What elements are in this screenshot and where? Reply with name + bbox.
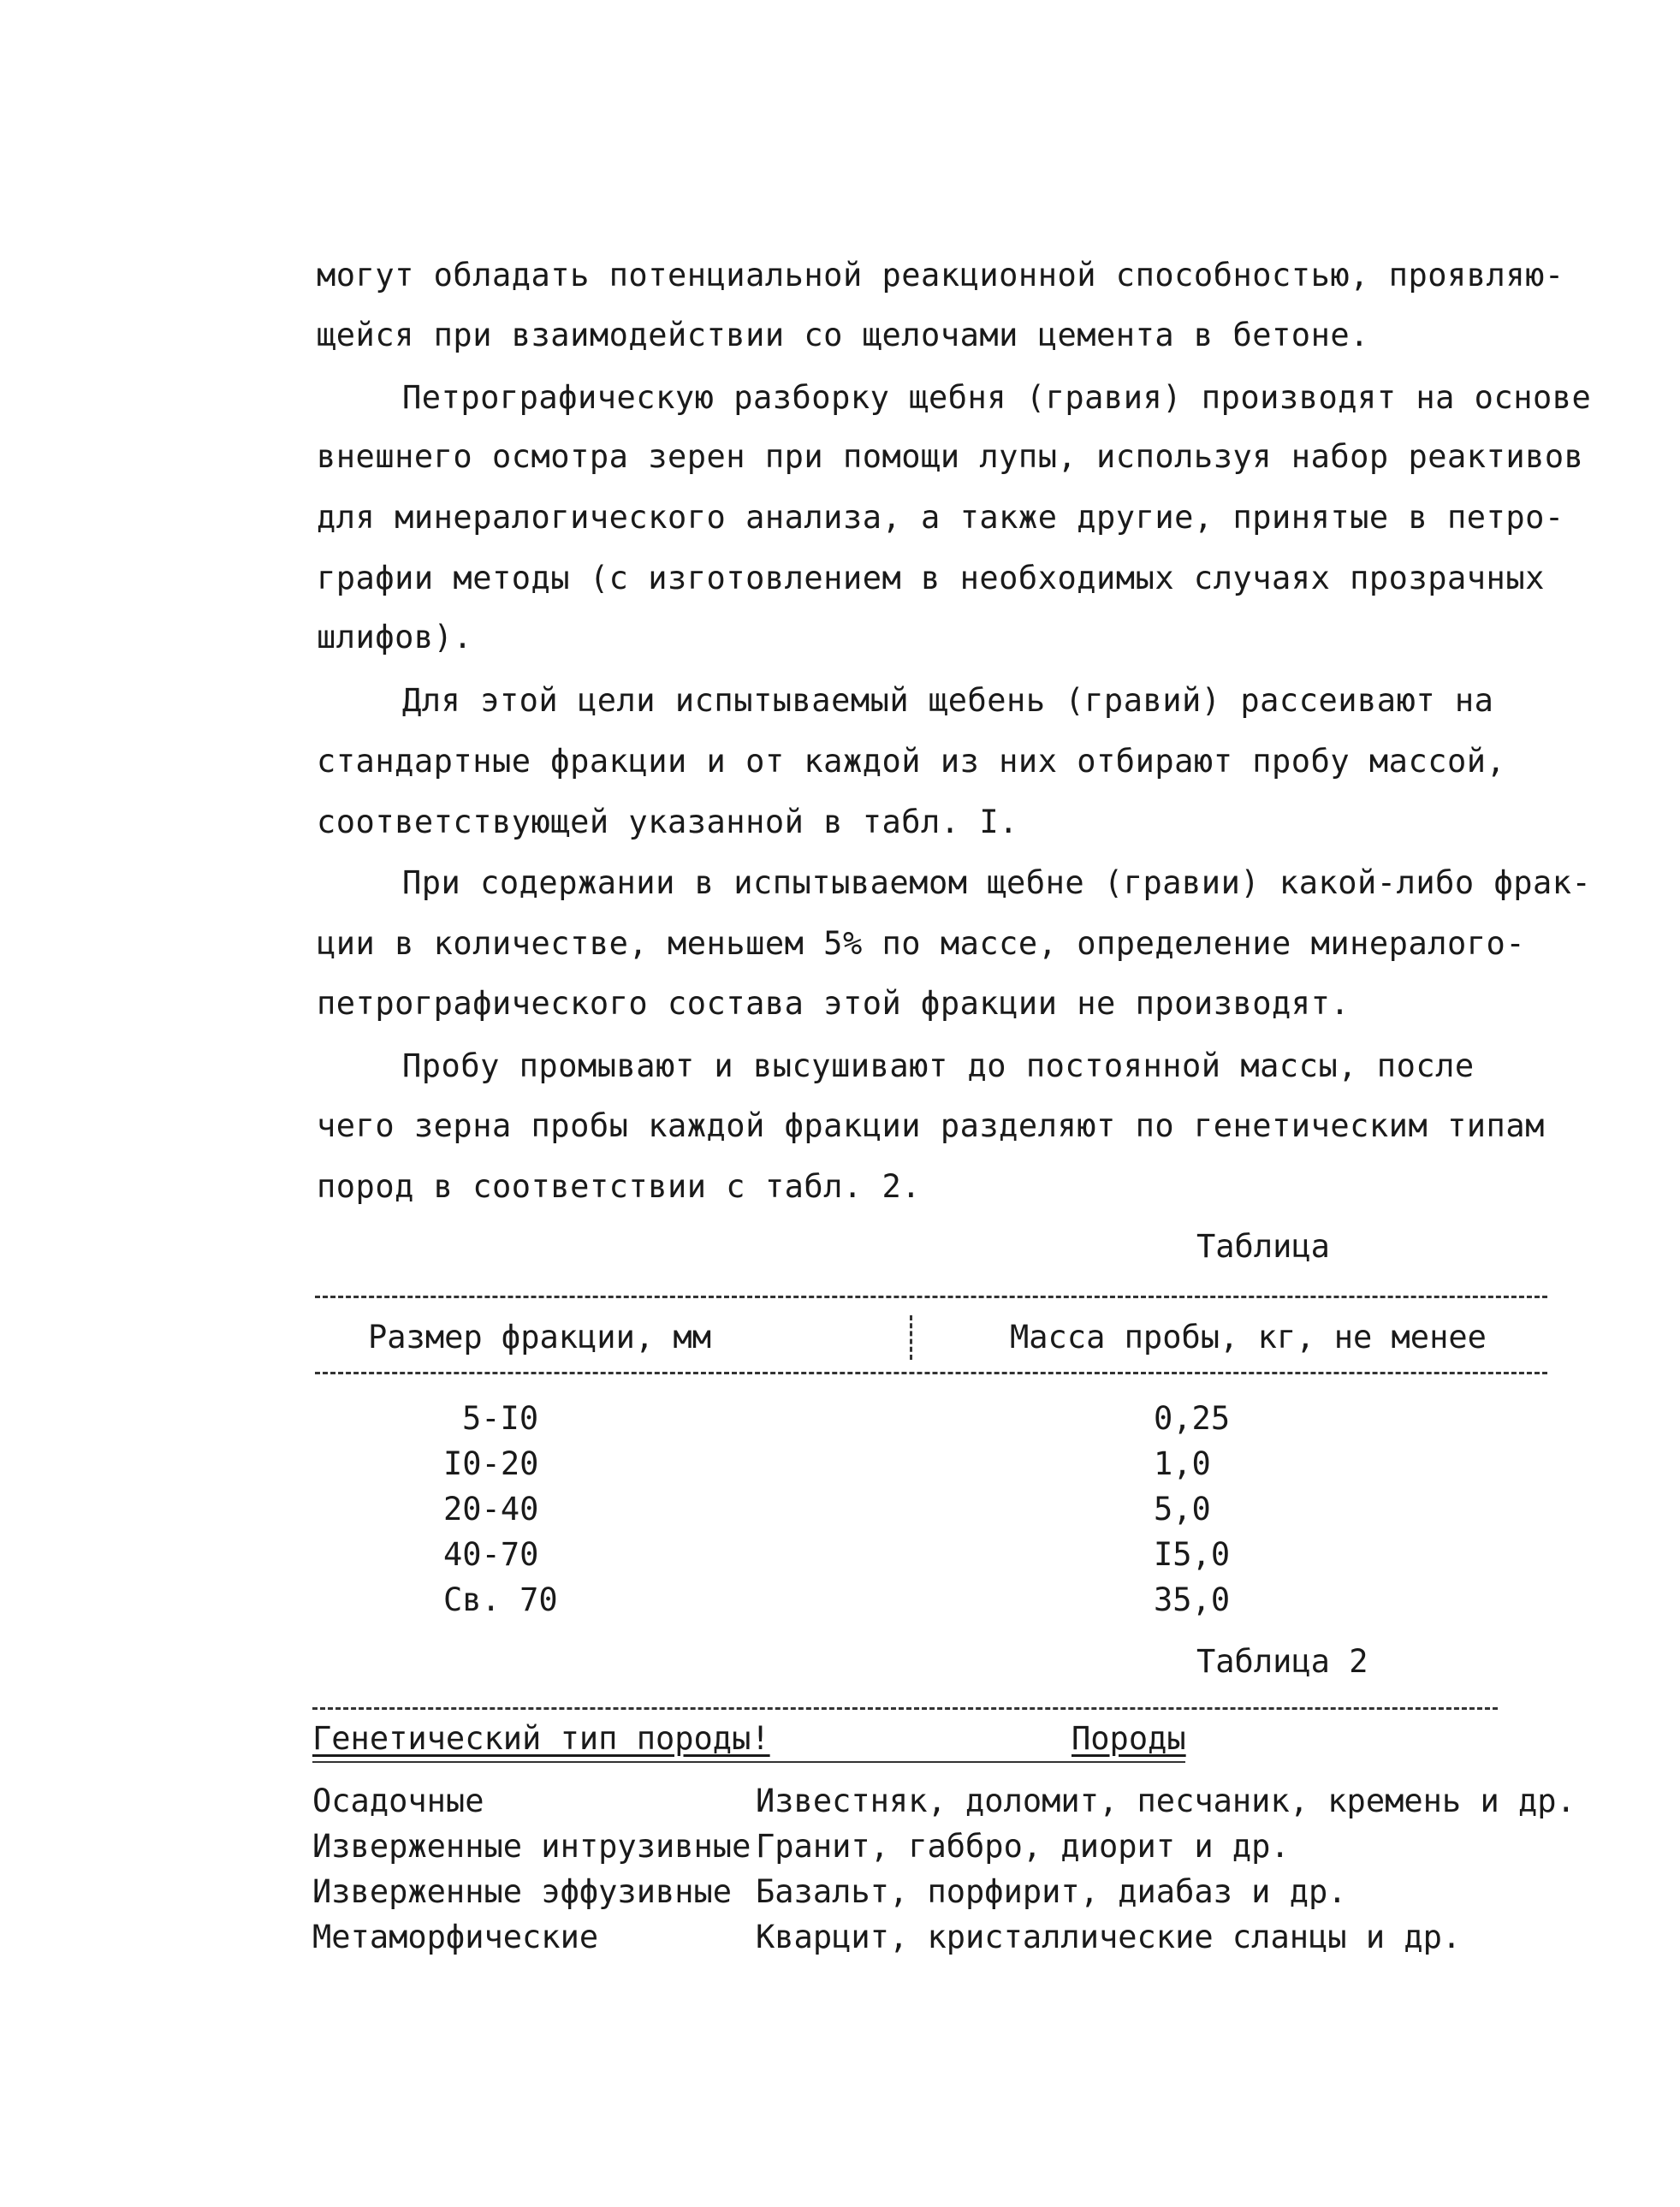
- text-line: внешнего осмотра зерен при помощи лупы, используя набор реактивов: [317, 438, 1584, 475]
- table2-caption: Таблица 2: [1196, 1643, 1368, 1680]
- text-line: для минералогического анализа, а также другие, принятые в петро-: [317, 499, 1564, 536]
- table2-cell-type: Метаморфические: [312, 1919, 599, 1955]
- table1-cell-size: I0-20: [443, 1445, 539, 1482]
- table2-cell-type: Изверженные интрузивные: [312, 1828, 751, 1865]
- table2-header-rocks: Породы: [1072, 1720, 1186, 1757]
- table1-header-rule: [315, 1372, 1547, 1374]
- table2-header-type: Генетический тип породы!: [312, 1720, 770, 1757]
- table2-cell-rocks: Известняк, доломит, песчаник, кремень и др.: [756, 1783, 1576, 1819]
- table1-header-mass: Масса пробы, кг, не менее: [1010, 1319, 1487, 1356]
- table1-cell-size: 40-70: [443, 1536, 539, 1573]
- table1-top-rule: [315, 1296, 1547, 1298]
- table1-column-divider: [910, 1315, 912, 1360]
- table1-cell-size: 5-I0: [462, 1400, 539, 1437]
- table1-caption: Таблица: [1196, 1228, 1330, 1265]
- table2-header-rule: [312, 1761, 1185, 1763]
- table1-cell-mass: 5,0: [1154, 1491, 1211, 1528]
- text-line: петрографического состава этой фракции не производят.: [317, 985, 1351, 1022]
- table1-cell-mass: 35,0: [1154, 1581, 1231, 1618]
- text-line: чего зерна пробы каждой фракции разделяют по генетическим типам: [317, 1107, 1545, 1144]
- text-line: могут обладать потенциальной реакционной способностью, проявляю-: [317, 257, 1564, 294]
- table2-top-rule: [312, 1707, 1498, 1710]
- text-line: Для этой цели испытываемый щебень (гравий) рассеивают на: [402, 682, 1494, 719]
- table1-cell-size: 20-40: [443, 1491, 539, 1528]
- text-line: Петрографическую разборку щебня (гравия) производят на основе: [402, 379, 1592, 416]
- text-line: При содержании в испытываемом щебне (гравии) какой-либо фрак-: [402, 864, 1592, 901]
- text-line: пород в соответствии с табл. 2.: [317, 1168, 922, 1205]
- table2-cell-rocks: Гранит, габбро, диорит и др.: [756, 1828, 1290, 1865]
- table1-header-size: Размер фракции, мм: [368, 1319, 711, 1356]
- text-line: графии методы (с изготовлением в необходимых случаях прозрачных: [317, 560, 1545, 596]
- text-line: Пробу промывают и высушивают до постоянной массы, после: [402, 1047, 1475, 1084]
- text-line: стандартные фракции и от каждой из них отбирают пробу массой,: [317, 743, 1506, 780]
- text-line: шлифов).: [317, 619, 473, 656]
- table2-cell-type: Изверженные эффузивные: [312, 1873, 733, 1910]
- table1-cell-mass: 0,25: [1154, 1400, 1231, 1437]
- table1-cell-size: Св. 70: [443, 1581, 558, 1618]
- text-line: щейся при взаимодействии со щелочами цемента в бетоне.: [317, 317, 1369, 353]
- table2-cell-rocks: Базальт, порфирит, диабаз и др.: [756, 1873, 1347, 1910]
- table1-cell-mass: I5,0: [1154, 1536, 1231, 1573]
- table1-cell-mass: 1,0: [1154, 1445, 1211, 1482]
- text-line: ции в количестве, меньшем 5% по массе, определение минералого-: [317, 925, 1526, 962]
- text-line: соответствующей указанной в табл. I.: [317, 804, 1018, 840]
- table2-cell-rocks: Кварцит, кристаллические сланцы и др.: [756, 1919, 1462, 1955]
- table2-cell-type: Осадочные: [312, 1783, 484, 1819]
